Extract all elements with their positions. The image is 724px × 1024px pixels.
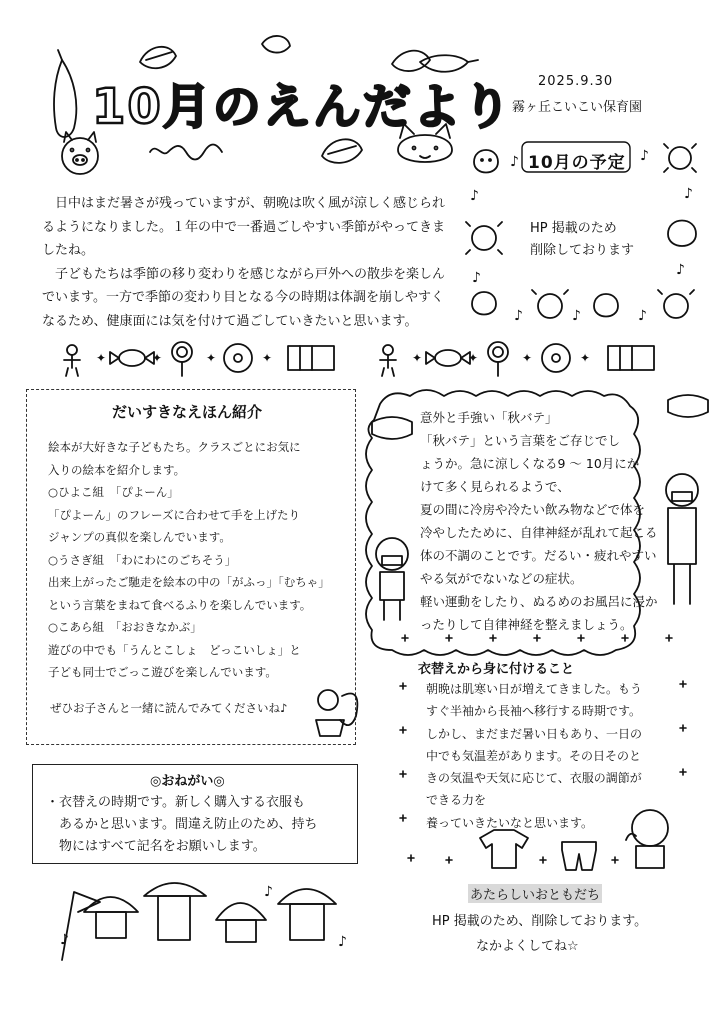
music-note-icon: ♪ <box>510 154 519 170</box>
shirt-icon <box>480 830 528 868</box>
book-line: ○ひよこ組 「ぴよーん」 <box>48 485 179 499</box>
akibate-section <box>420 406 690 636</box>
mushroom-icon <box>144 883 206 940</box>
school-name: 霧ヶ丘こいこい保育園 <box>512 100 643 115</box>
book-line: 入りの絵本を紹介します。 <box>48 462 186 477</box>
burr-icon <box>664 144 696 172</box>
koromogae-body <box>426 678 686 834</box>
book-closing: ぜひお子さんと一緒に読んでみてくださいね♪ <box>50 701 288 715</box>
request-body <box>46 792 346 858</box>
schedule-line: 削除しております <box>530 243 635 258</box>
chestnut-icon <box>668 221 696 247</box>
leaf-icon <box>262 36 290 53</box>
book-line: 絵本が大好きな子どもたち。クラスごとにお気に <box>48 440 301 454</box>
chestnut-icon <box>594 294 618 317</box>
svg-text:✦: ✦ <box>580 351 591 365</box>
akibate-line: 軽い運動をしたり、ぬるめのお風呂に浸か <box>420 594 658 609</box>
new-friends-line: なかよくしてね☆ <box>476 939 579 954</box>
intro-paragraph: 日中はまだ暑さが残っていますが、朝晩は吹く風が涼しく感じられるようになりました。１年の中で一番過ごしやすい季節がやってきましたね。 <box>42 196 446 258</box>
music-note-icon: ♪ <box>684 186 693 202</box>
intro-paragraph: 子どもたちは季節の移り変わりを感じながら戸外への散歩を楽しんでいます。一方で季節の変わり目となる今の時期は体調を崩しやすくなるため、健康面には気を付けて過ごしていきたいと思います。 <box>42 266 446 329</box>
koromogae-line: 中でも気温差があります。その日そのと <box>426 748 642 763</box>
akibate-line: 夏の間に冷房や冷たい飲み物などで体を <box>420 502 646 517</box>
svg-text:✦: ✦ <box>468 351 479 365</box>
koromogae-line: 養っていきたいなと思います。 <box>426 815 594 830</box>
book-line: 遊びの中でも「うんとこしょ どっこいしょ」と <box>48 642 301 657</box>
music-note-icon: ♪ <box>472 270 481 286</box>
music-note-icon: ♪ <box>338 934 347 950</box>
svg-text:✦: ✦ <box>522 351 533 365</box>
leaf-icon <box>322 139 362 163</box>
request-line: あるかと思います。間違え防止のため、持ち <box>46 817 318 832</box>
koromogae-line: きの気温や天気に応じて、衣服の調節が <box>426 771 642 786</box>
issue-date: 2025.9.30 <box>538 74 614 89</box>
koromogae-line: できる力を <box>426 793 487 808</box>
mask-icon <box>372 417 412 439</box>
koromogae-line: しかし、まだまだ暑い日もあり、一日の <box>426 726 643 741</box>
koromogae-line: 朝晩は肌寒い日が増えてきました。もう <box>426 682 643 696</box>
request-title: ◎おねがい◎ <box>150 774 225 789</box>
music-note-icon: ♪ <box>676 262 685 278</box>
book-line: 子ども同士でごっこ遊びを楽しんでいます。 <box>48 665 277 679</box>
book-line: ジャンプの真似を楽しんでいます。 <box>48 530 231 544</box>
burr-icon <box>532 290 568 318</box>
page-title: 10月のえんだより <box>92 79 513 135</box>
mushroom-icon <box>84 897 138 938</box>
music-note-icon: ♪ <box>638 308 647 324</box>
sweet-potato-icon <box>54 50 76 137</box>
svg-text:✦: ✦ <box>206 351 217 365</box>
lollipop-icon <box>488 342 508 376</box>
schedule-text <box>530 218 634 262</box>
child-with-mask-icon <box>376 538 408 620</box>
swirl-line-icon <box>150 145 222 160</box>
mushroom-icon <box>216 903 266 942</box>
burr-icon <box>658 290 694 318</box>
music-note-icon: ♪ <box>60 932 69 948</box>
lollipop-icon <box>172 342 192 376</box>
chocolate-icon <box>288 346 334 370</box>
schedule-title: 10月の予定 <box>528 153 626 173</box>
candy-icon <box>110 350 154 366</box>
schedule-line: HP 掲載のため <box>530 221 617 236</box>
akibate-line: 「秋バテ」という言葉をご存じでし <box>420 433 621 448</box>
akibate-line: 冷やしたために、自律神経が乱れて起こる <box>420 525 658 540</box>
new-friends-line: HP 掲載のため、削除しております。 <box>432 914 648 929</box>
request-line: 物にはすべて記名をお願いします。 <box>46 839 266 854</box>
chestnut-icon <box>474 150 498 173</box>
book-line: ○うさぎ組 「わにわにのごちそう」 <box>48 552 237 567</box>
book-section-title: だいすきなえほん紹介 <box>112 403 263 421</box>
music-note-icon: ♪ <box>640 148 649 164</box>
music-note-icon: ♪ <box>264 884 273 900</box>
akibate-line: やる気がでないなどの症状。 <box>420 571 583 586</box>
chocolate-icon <box>608 346 654 370</box>
mushroom-icon <box>278 889 336 940</box>
svg-text:✦: ✦ <box>412 351 423 365</box>
donut-icon <box>224 344 252 372</box>
donut-icon <box>542 344 570 372</box>
akibate-line: 体の不調のことです。だるい・疲れやすい <box>420 548 657 563</box>
book-line: ○こあら組 「おおきなかぶ」 <box>48 620 202 634</box>
akibate-line: ょうか。急に涼しくなる9 ～ 10月にか <box>420 456 640 471</box>
chestnut-icon <box>472 292 496 315</box>
intro-text <box>42 192 452 333</box>
book-section-body <box>48 436 348 684</box>
music-note-icon: ♪ <box>470 188 479 204</box>
akibate-line: けて多く見られるようで、 <box>420 479 570 494</box>
book-line: 「ぴよーん」のフレーズに合わせて手を上げたり <box>48 507 300 522</box>
svg-text:✦: ✦ <box>152 351 163 365</box>
book-line: 出来上がったご馳走を絵本の中の「がふっ」「むちゃ」 <box>48 575 330 589</box>
akibate-line: 意外と手強い「秋バテ」 <box>420 410 558 425</box>
music-note-icon: ♪ <box>514 308 523 324</box>
book-line: という言葉をまねて食べるふりを楽しんでいます。 <box>48 597 312 612</box>
shorts-icon <box>562 842 596 870</box>
svg-text:✦: ✦ <box>96 351 107 365</box>
koromogae-title: 衣替えから身に付けること <box>418 662 575 677</box>
burr-icon <box>466 222 502 254</box>
koromogae-line: すぐ半袖から長袖へ移行する時期です。 <box>426 704 642 719</box>
request-line: ・衣替えの時期です。新しく購入する衣服も <box>46 795 305 810</box>
leaf-icon <box>140 47 176 68</box>
gingerbread-icon <box>380 345 396 376</box>
svg-text:✦: ✦ <box>262 351 273 365</box>
pig-icon <box>62 132 98 174</box>
candy-icon <box>426 350 470 366</box>
new-friends-heading: あたらしいおともだち <box>468 884 602 903</box>
akibate-line: ったりして自律神経を整えましょう。 <box>420 617 633 632</box>
music-note-icon: ♪ <box>572 308 581 324</box>
gingerbread-icon <box>64 345 80 376</box>
